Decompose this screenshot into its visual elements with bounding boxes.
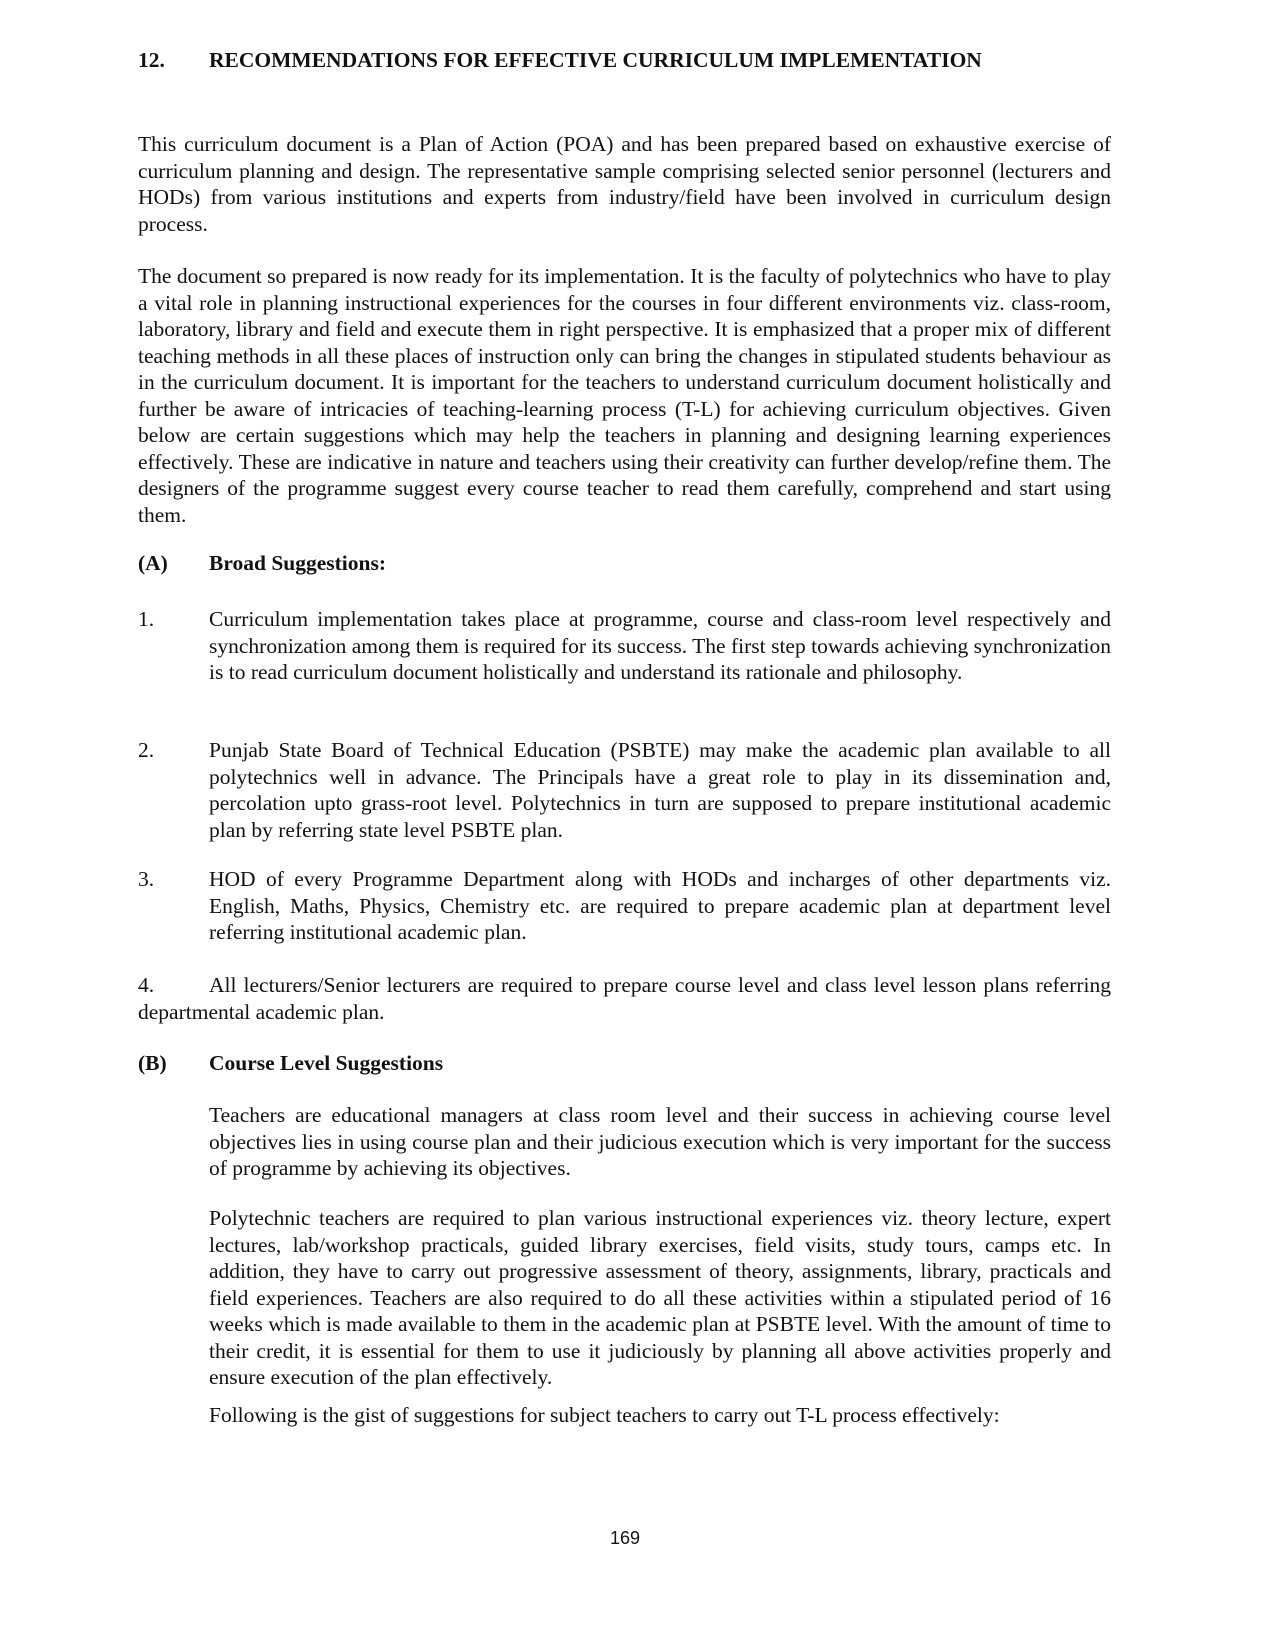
broad-suggestion-item <box>138 606 1111 686</box>
item-text: Curriculum implementation takes place at programme, course and class-room level respectively and synchronization among them is required for its success. The first step towards achieving synchronization is to read curriculum document holistically and understand its rationale and philosophy. <box>209 607 1111 684</box>
section-heading <box>138 46 1118 74</box>
broad-suggestion-item <box>138 866 1111 946</box>
section-a-title: Broad Suggestions: <box>209 551 387 575</box>
intro-paragraph-2: The document so prepared is now ready for its implementation. It is the faculty of polytechnics who have to play a vital role in planning instructional experiences for the courses in four different environments viz. class-room, laboratory, library and field and execute them in right perspective. It is emphasized that a proper mix of different teaching methods in all these places of instruction only can bring the changes in stipulated students behaviour as in the curriculum document. It is important for the teachers to understand curriculum document holistically and further be aware of intricacies of teaching-learning process (T-L) for achieving curriculum objectives. Given below are certain suggestions which may help the teachers in planning and designing learning experiences effectively. These are indicative in nature and teachers using their creativity can further develop/refine them. The designers of the programme suggest every course teacher to read them carefully, comprehend and start using them. <box>138 264 1111 527</box>
item-4-text: All lecturers/Senior lecturers are required to prepare course level and class level lesson plans referring departmental academic plan. <box>138 973 1111 1024</box>
item-number: 3. <box>138 867 155 891</box>
item-text: HOD of every Programme Department along with HODs and incharges of other departments viz. English, Maths, Physics, Chemistry etc. are required to prepare academic plan at department level referring institutional academic plan. <box>209 867 1111 944</box>
section-b-letter: (B) <box>138 1051 167 1075</box>
section-a-heading <box>138 549 386 577</box>
item-text: Punjab State Board of Technical Education (PSBTE) may make the academic plan available to all polytechnics well in advance. The Principals have a great role to play in its dissemination and, percolation upto grass-root level. Polytechnics in turn are supposed to prepare institutional academic plan by referring state level PSBTE plan. <box>209 738 1111 842</box>
intro-paragraph-1: This curriculum document is a Plan of Action (POA) and has been prepared based on exhaustive exercise of curriculum planning and design. The representative sample comprising selected senior personnel (lecturers and HODs) from various institutions and experts from industry/field have been involved in curriculum design process. <box>138 132 1111 236</box>
item-number: 1. <box>138 607 155 631</box>
section-b-title: Course Level Suggestions <box>209 1051 444 1075</box>
page-number: 169 <box>609 1528 641 1548</box>
broad-suggestion-item <box>138 737 1111 843</box>
section-title: RECOMMENDATIONS FOR EFFECTIVE CURRICULUM IMPLEMENTATION <box>209 48 982 72</box>
course-level-paragraph-2: Polytechnic teachers are required to plan various instructional experiences viz. theory lecture, expert lectures, lab/workshop practicals, guided library exercises, field visits, study tours, camps etc. In addition, they have to carry out progressive assessment of theory, assignments, library, practicals and field experiences. Teachers are also required to do all these activities within a stipulated period of 16 weeks which is made available to them in the academic plan at PSBTE level. With the amount of time to their credit, it is essential for them to use it judiciously by planning all above activities properly and ensure execution of the plan effectively. <box>209 1206 1111 1389</box>
course-level-paragraph-3: Following is the gist of suggestions for subject teachers to carry out T-L process effectively: <box>209 1403 1000 1427</box>
broad-suggestion-item-4 <box>138 972 1111 1025</box>
course-level-paragraph-1: Teachers are educational managers at class room level and their success in achieving course level objectives lies in using course plan and their judicious execution which is very important for the success of programme by achieving its objectives. <box>209 1103 1111 1180</box>
section-b-heading <box>138 1049 443 1077</box>
section-a-letter: (A) <box>138 551 168 575</box>
section-number: 12. <box>138 48 165 72</box>
item-number: 2. <box>138 738 155 762</box>
item-4-number: 4. <box>138 973 155 997</box>
